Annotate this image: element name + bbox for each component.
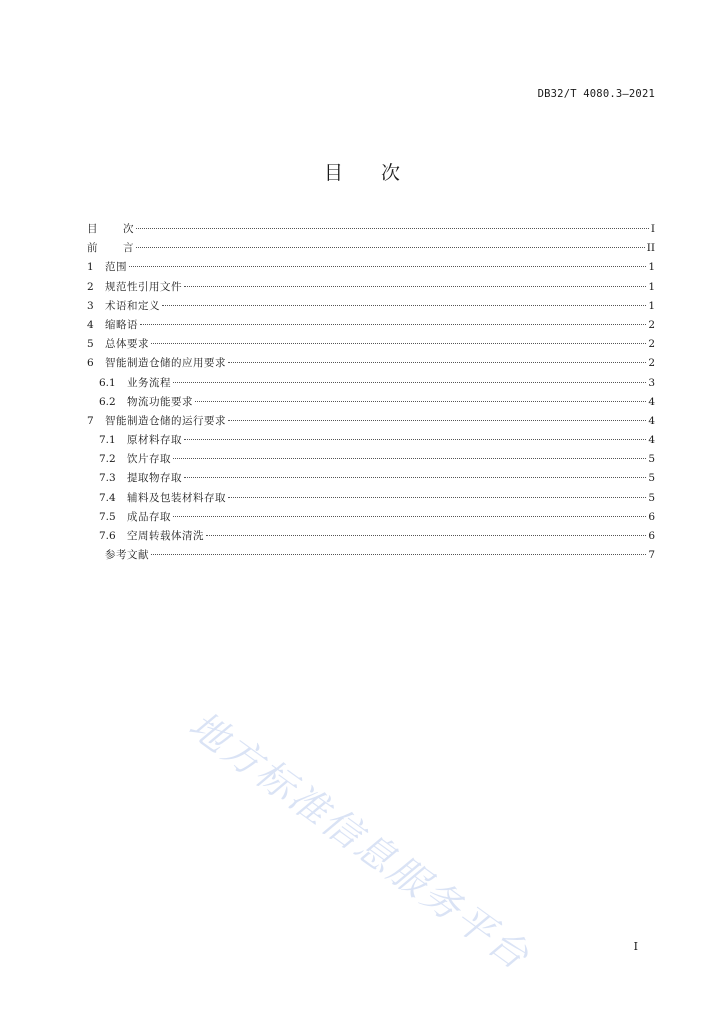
- toc-entry-label: 总体要求: [105, 338, 149, 351]
- toc-entry-label: 原材料存取: [127, 434, 182, 447]
- toc-entry[interactable]: [87, 220, 655, 239]
- toc-entry[interactable]: [87, 489, 655, 508]
- toc-entry-number: 1: [87, 261, 94, 274]
- toc-entry-page: I: [650, 223, 655, 235]
- toc-dot-leader: [228, 420, 646, 421]
- toc-entry-label: 术语和定义: [105, 299, 160, 312]
- toc-entry-number: 5: [87, 338, 94, 351]
- toc-entry-number: 2: [87, 280, 94, 293]
- toc-entry-page: 1: [648, 261, 655, 274]
- page-number: I: [633, 940, 638, 953]
- toc-entry-number: 前: [87, 242, 98, 255]
- toc-dot-leader: [129, 266, 646, 267]
- toc-entry-number: 7: [87, 414, 94, 427]
- toc-dot-leader: [184, 286, 646, 287]
- toc-entry-page: 6: [648, 530, 655, 542]
- toc-entry-page: 6: [648, 510, 655, 523]
- toc-entry[interactable]: [87, 239, 655, 258]
- toc-entry[interactable]: [87, 354, 655, 373]
- toc-entry-number: 3: [87, 299, 94, 312]
- toc-entry-label: 缩略语: [105, 318, 138, 331]
- document-code: DB32/T 4080.3—2021: [537, 88, 655, 100]
- watermark: 地方标准信息服务平台: [181, 702, 539, 980]
- toc-entry-label: 饮片存取: [127, 453, 171, 466]
- toc-entry-label: 空周转载体清洗: [127, 530, 204, 542]
- toc-entry-label: 言: [123, 242, 134, 255]
- toc-entry[interactable]: [87, 527, 655, 546]
- toc-entry-label: 参考文献: [105, 549, 149, 562]
- toc-entry[interactable]: [87, 469, 655, 488]
- toc-dot-leader: [184, 439, 646, 440]
- toc-entry-page: 1: [648, 280, 655, 293]
- toc-entry-label: 辅料及包装材料存取: [127, 491, 226, 504]
- toc-entry-page: 4: [648, 395, 655, 408]
- toc-entry-label: 智能制造仓储的应用要求: [105, 357, 226, 370]
- toc-entry-page: 2: [648, 338, 655, 351]
- toc-entry-page: 5: [648, 491, 655, 504]
- toc-dot-leader: [173, 516, 646, 517]
- toc-entry[interactable]: [87, 508, 655, 527]
- table-of-contents: [87, 220, 655, 565]
- toc-entry-number: 7.6: [99, 530, 116, 542]
- toc-entry-page: 7: [648, 549, 655, 562]
- toc-entry-number: 4: [87, 318, 94, 331]
- toc-dot-leader: [184, 477, 646, 478]
- toc-entry-page: 2: [648, 357, 655, 370]
- toc-entry[interactable]: [87, 450, 655, 469]
- toc-entry[interactable]: [87, 431, 655, 450]
- toc-entry-label: 成品存取: [127, 510, 171, 523]
- toc-dot-leader: [136, 247, 645, 248]
- toc-dot-leader: [162, 305, 646, 306]
- toc-dot-leader: [206, 535, 646, 536]
- toc-entry[interactable]: [87, 374, 655, 393]
- page-title: [0, 158, 724, 185]
- toc-dot-leader: [151, 554, 646, 555]
- toc-entry-number: 7.3: [99, 472, 116, 485]
- toc-dot-leader: [173, 382, 646, 383]
- toc-entry-label: 规范性引用文件: [105, 280, 182, 293]
- toc-entry-page: 4: [648, 414, 655, 427]
- toc-entry-number: 7.5: [99, 510, 116, 523]
- toc-entry-number: 7.2: [99, 453, 116, 466]
- toc-dot-leader: [228, 362, 646, 363]
- toc-entry-number: 目: [87, 223, 98, 235]
- toc-entry-label: 提取物存取: [127, 472, 182, 485]
- title-part-2: 次: [381, 162, 401, 184]
- toc-dot-leader: [195, 401, 646, 402]
- toc-entry-number: 7.4: [99, 491, 116, 504]
- toc-dot-leader: [151, 343, 646, 344]
- toc-entry-page: 1: [648, 299, 655, 312]
- toc-dot-leader: [228, 497, 646, 498]
- toc-entry-page: 5: [648, 453, 655, 466]
- toc-entry-label: 次: [123, 223, 134, 235]
- toc-entry[interactable]: [87, 297, 655, 316]
- toc-entry-number: 6: [87, 357, 94, 370]
- title-part-1: 目: [323, 162, 343, 184]
- toc-dot-leader: [140, 324, 646, 325]
- toc-entry[interactable]: [87, 258, 655, 277]
- toc-entry-number: 7.1: [99, 434, 116, 447]
- toc-entry[interactable]: [87, 393, 655, 412]
- toc-entry-page: 5: [648, 472, 655, 485]
- toc-dot-leader: [173, 458, 646, 459]
- toc-entry-page: 4: [648, 434, 655, 447]
- toc-entry-page: II: [646, 242, 655, 255]
- toc-entry[interactable]: [87, 412, 655, 431]
- toc-entry[interactable]: [87, 335, 655, 354]
- toc-entry-label: 物流功能要求: [127, 395, 193, 408]
- toc-dot-leader: [136, 228, 649, 229]
- toc-entry-label: 业务流程: [127, 376, 171, 389]
- toc-entry-label: 范围: [105, 261, 127, 274]
- toc-entry-page: 2: [648, 318, 655, 331]
- toc-entry-number: 6.2: [99, 395, 116, 408]
- toc-entry-number: 6.1: [99, 376, 116, 389]
- toc-entry[interactable]: [87, 316, 655, 335]
- toc-entry[interactable]: [87, 278, 655, 297]
- toc-entry-label: 智能制造仓储的运行要求: [105, 414, 226, 427]
- toc-entry-page: 3: [648, 376, 655, 389]
- toc-entry[interactable]: [87, 546, 655, 565]
